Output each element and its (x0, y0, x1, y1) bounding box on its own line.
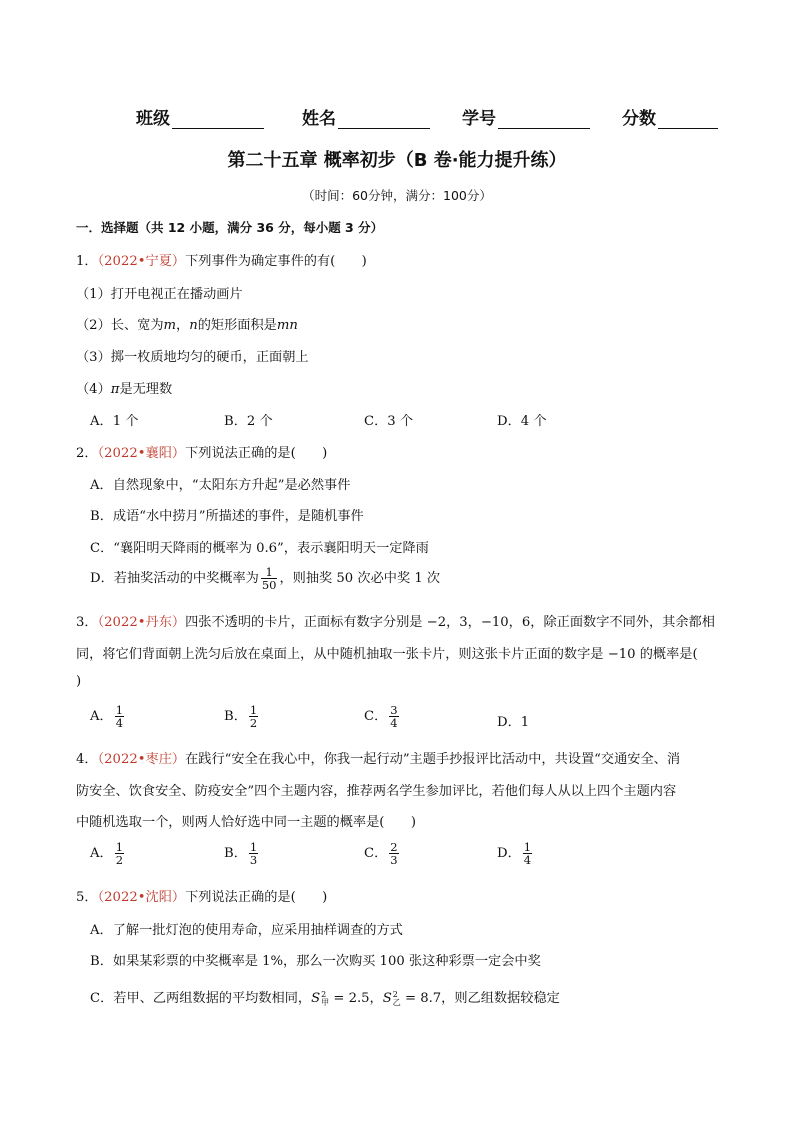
score-blank[interactable] (658, 109, 718, 129)
question-text: 四张不透明的卡片，正面标有数字分别是 −2，3，−10，6，除正面数字不同外，其余都相 (185, 615, 715, 630)
question-source: （2022•宁夏） (97, 254, 186, 269)
variance-symbol: S (311, 991, 321, 1006)
q1-item-1: （1）打开电视正在播动画片 (76, 287, 243, 302)
q1-option-d[interactable]: D．4 个 (497, 414, 547, 429)
question-number: 2． (76, 446, 98, 461)
fraction (115, 841, 124, 866)
fraction-numerator: 1 (115, 703, 124, 717)
q4-option-b[interactable] (224, 841, 260, 866)
question-3-stem-line-3: ) (76, 674, 82, 689)
variable-n: n (189, 318, 198, 333)
section-heading: 一．选择题（共 12 小题，满分 36 分，每小题 3 分） (76, 220, 384, 235)
q5-option-b[interactable]: B．如果某彩票的中奖概率是 1%，那么一次购买 100 张这种彩票一定会中奖 (90, 954, 541, 969)
class-field[interactable] (136, 104, 264, 129)
option-label: B． (224, 846, 247, 862)
question-text: 下列事件为确定事件的有( ) (185, 254, 367, 269)
question-text: 下列说法正确的是( ) (185, 890, 328, 905)
variance-subscript-yi: 乙 (392, 997, 401, 1007)
option-label: D． (497, 846, 521, 862)
q2-option-a[interactable]: A．自然现象中，“太阳东方升起”是必然事件 (90, 478, 351, 493)
variance-symbol: S (382, 991, 392, 1006)
q1-item-4-text: 是无理数 (119, 382, 173, 397)
q3-option-c[interactable] (364, 704, 401, 729)
variance-subscript-jia: 甲 (321, 997, 330, 1007)
fraction (389, 841, 398, 866)
question-5-stem (76, 886, 327, 905)
question-4-stem-line-3: 中随机选取一个，则两人恰好选中同一主题的概率是( ) (76, 815, 416, 830)
page-title: 第二十五章 概率初步（B 卷·能力提升练） (227, 150, 567, 171)
q1-item-3: （3）掷一枚质地均匀的硬币，正面朝上 (76, 350, 309, 365)
student-id-label: 学号 (462, 109, 496, 129)
q1-item-2-sep: ， (176, 318, 190, 333)
fraction-numerator: 1 (249, 703, 258, 717)
fraction-denominator: 4 (115, 716, 124, 731)
variable-mn: mn (276, 318, 298, 333)
question-source: （2022•沈阳） (97, 890, 186, 905)
fraction-numerator: 3 (390, 703, 398, 717)
question-4-stem-line-2: 防安全、饮食安全、防疫安全”四个主题内容，推荐两名学生参加评比，若他们每人从以上四个主题内容 (76, 784, 677, 799)
q1-option-c[interactable]: C．3 个 (364, 414, 414, 429)
score-field[interactable] (622, 104, 718, 129)
class-blank[interactable] (172, 109, 264, 129)
q1-option-a[interactable]: A．1 个 (90, 414, 139, 429)
fraction-numerator: 1 (523, 840, 532, 854)
q1-option-b[interactable]: B．2 个 (224, 414, 273, 429)
q3-option-a[interactable] (90, 704, 126, 729)
q1-item-2-text2: 的矩形面积是 (197, 318, 277, 333)
variance-exponent: 2 (392, 989, 398, 999)
score-label: 分数 (622, 109, 656, 129)
question-number: 4． (76, 752, 98, 767)
fraction-denominator: 3 (249, 853, 258, 868)
fraction-numerator: 1 (261, 566, 278, 579)
variance-indices (321, 991, 329, 1007)
question-number: 1． (76, 254, 98, 269)
q2-option-d-text: D．若抽奖活动的中奖概率为 (90, 571, 259, 587)
question-4-stem-line-1 (76, 748, 680, 767)
fraction (249, 704, 258, 729)
q3-option-d[interactable]: D．1 (497, 715, 530, 730)
exam-info: （时间：60分钟，满分：100分） (302, 188, 492, 203)
q1-item-4-label: （4） (76, 382, 111, 397)
name-blank[interactable] (338, 109, 430, 129)
student-id-blank[interactable] (498, 109, 590, 129)
fraction-numerator: 2 (390, 840, 398, 854)
fraction-numerator: 1 (249, 840, 258, 854)
question-3-stem-line-1 (76, 611, 715, 630)
name-label: 姓名 (302, 109, 336, 129)
option-label: C． (364, 709, 388, 725)
question-source: （2022•枣庄） (97, 752, 186, 767)
variance-value-2: = 8.7，则乙组数据较稳定 (400, 991, 560, 1006)
variance-value-1: = 2.5， (329, 991, 383, 1006)
option-label: B． (224, 709, 247, 725)
q2-option-d-text2: ，则抽奖 50 次必中奖 1 次 (279, 571, 441, 587)
fraction-denominator: 50 (261, 578, 277, 593)
fraction (389, 704, 398, 729)
q1-item-4 (76, 378, 172, 397)
name-field[interactable] (302, 104, 430, 129)
q2-option-d[interactable] (90, 566, 440, 591)
option-label: A． (90, 709, 113, 725)
variance-indices (393, 991, 401, 1007)
question-text: 在践行“安全在我心中，你我一起行动”主题手抄报评比活动中，共设置“交通安全、消 (185, 752, 681, 767)
student-info-row (0, 104, 794, 130)
question-2-stem (76, 442, 327, 461)
pi-symbol: π (110, 382, 120, 397)
question-number: 3． (76, 615, 98, 630)
variance-exponent: 2 (321, 989, 327, 999)
q4-option-d[interactable] (497, 841, 534, 866)
question-source: （2022•襄阳） (97, 446, 186, 461)
question-text: 下列说法正确的是( ) (185, 446, 328, 461)
question-3-stem-line-2: 同，将它们背面朝上洗匀后放在桌面上，从中随机抽取一张卡片，则这张卡片正面的数字是 −10 的概率是( (76, 647, 698, 662)
q4-option-a[interactable] (90, 841, 126, 866)
q1-item-2-text: （2）长、宽为 (76, 318, 164, 333)
fraction-denominator: 2 (115, 853, 124, 868)
q3-option-b[interactable] (224, 704, 260, 729)
q4-option-c[interactable] (364, 841, 401, 866)
fraction (523, 841, 532, 866)
q2-option-c[interactable]: C．“襄阳明天降雨的概率为 0.6”，表示襄阳明天一定降雨 (90, 541, 429, 556)
question-number: 5． (76, 890, 98, 905)
fraction-denominator: 2 (249, 716, 258, 731)
fraction (249, 841, 258, 866)
question-source: （2022•丹东） (97, 615, 186, 630)
question-1-stem (76, 250, 367, 269)
class-label: 班级 (136, 109, 170, 129)
q5-option-a[interactable]: A．了解一批灯泡的使用寿命，应采用抽样调查的方式 (90, 923, 403, 938)
q2-option-b[interactable]: B．成语“水中捞月”所描述的事件，是随机事件 (90, 509, 364, 524)
option-label: A． (90, 846, 113, 862)
fraction-denominator: 4 (390, 716, 398, 731)
fraction (115, 704, 124, 729)
q1-item-2 (76, 314, 298, 333)
fraction (261, 566, 278, 591)
q5-option-c[interactable] (90, 987, 560, 1007)
fraction-denominator: 4 (523, 853, 532, 868)
fraction-numerator: 1 (115, 840, 124, 854)
student-id-field[interactable] (462, 104, 590, 129)
variable-m: m (163, 318, 177, 333)
q5-option-c-text: C．若甲、乙两组数据的平均数相同， (90, 991, 312, 1006)
option-label: C． (364, 846, 388, 862)
fraction-denominator: 3 (390, 853, 398, 868)
